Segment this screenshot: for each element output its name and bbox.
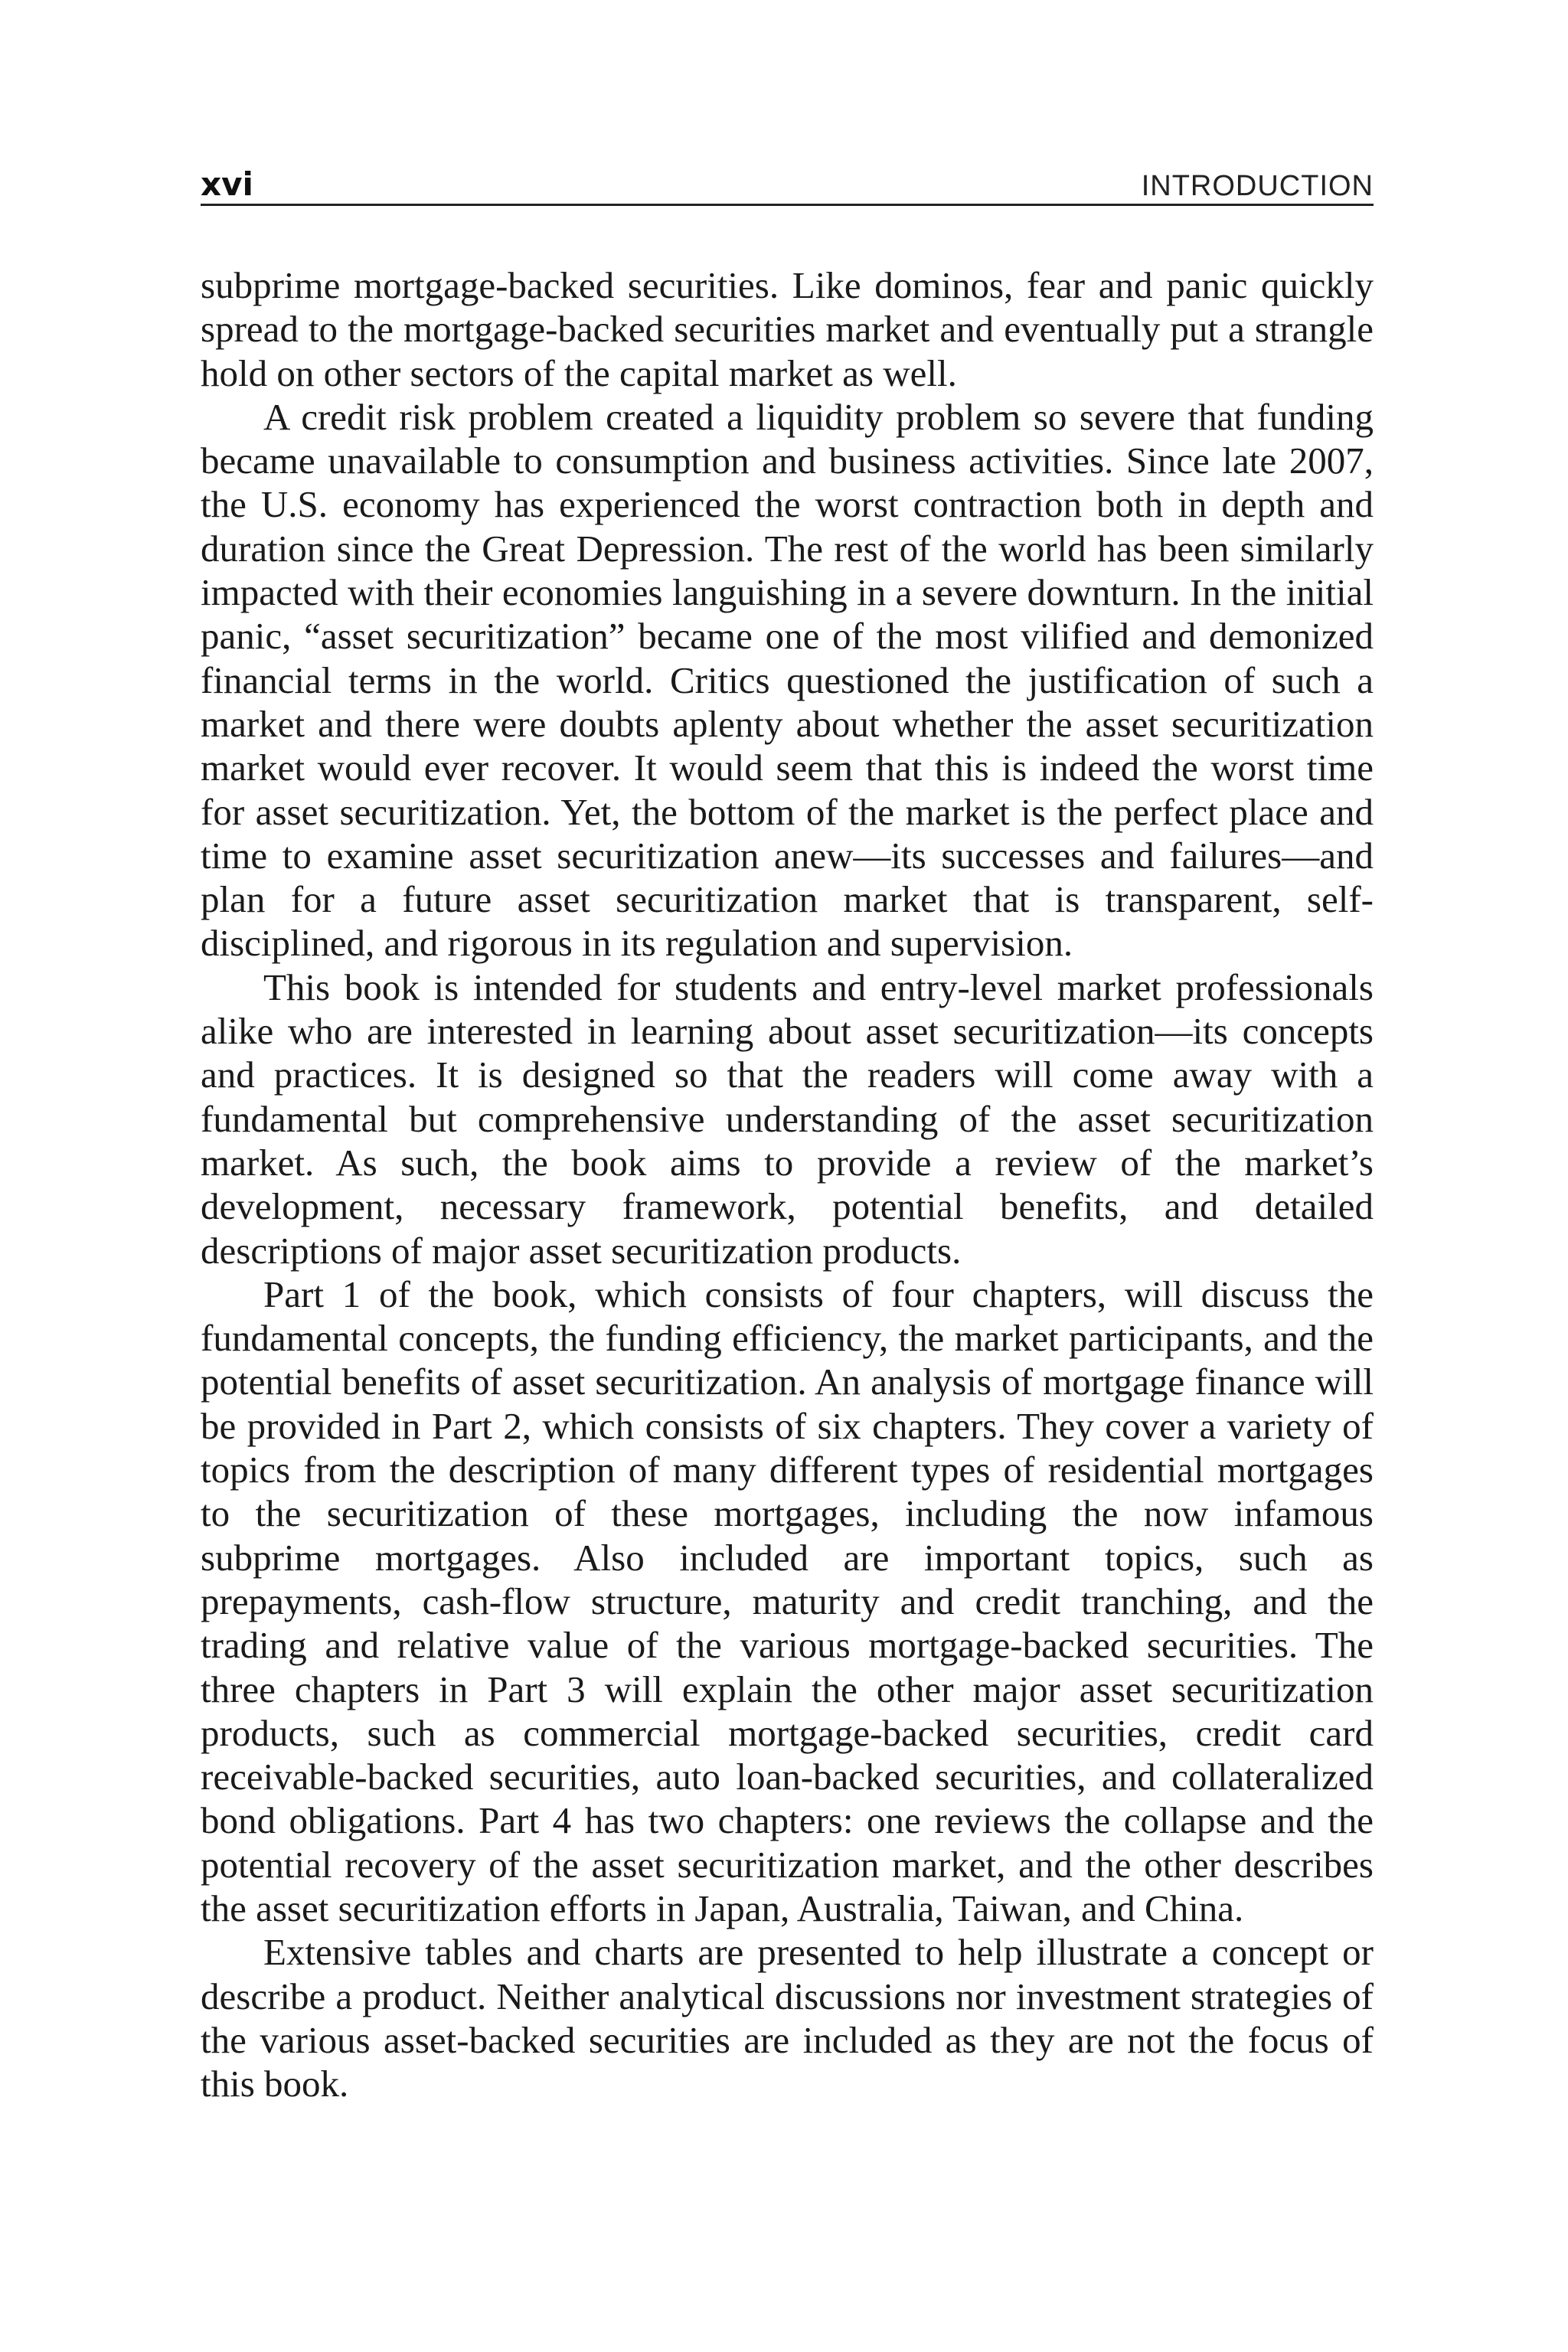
body-text [201, 263, 1374, 2105]
header-rule [201, 204, 1374, 206]
section-title: INTRODUCTION [1141, 170, 1374, 202]
paragraph-book-parts: Part 1 of the book, which consists of four chapters, will discuss the fundamental concepts, the funding efficiency, the market participants, and the potential benefits of asset securitization. An analysis of mortgage finance will be provided in Part 2, which consists of six chapters. They cover a variety of topics from the description of many different types of residential mortgages to the securitization of these mortgages, including the now infamous subprime mortgages. Also included are important topics, such as prepayments, cash-flow structure, maturity and credit tranching, and the trading and relative value of the various mortgage-backed securities. The three chapters in Part 3 will explain the other major asset securitization products, such as commercial mortgage-backed securities, credit card receivable-backed securities, auto loan-backed securities, and collateralized bond obligations. Part 4 has two chapters: one reviews the collapse and the potential recovery of the asset securitization market, and the other describes the asset securitization efforts in Japan, Australia, Taiwan, and China. [201, 1272, 1374, 1929]
running-header [201, 158, 1374, 201]
paragraph-continuation: subprime mortgage-backed securities. Like dominos, fear and panic quickly spread to the mortgage-backed securities market and eventually put a strangle hold on other sectors of the capital market as well. [201, 264, 1374, 394]
page-number: xvi [201, 165, 253, 203]
paragraph-tables-charts: Extensive tables and charts are presented to help illustrate a concept or describe a product. Neither analytical discussions nor investment strategies of the various asset-backed securities are included as they are not the focus of this book. [201, 1931, 1374, 2105]
paragraph-book-purpose: This book is intended for students and entry-level market professionals alike who are interested in learning about asset securitization—its concepts and practices. It is designed so that the readers will come away with a fundamental but comprehensive understanding of the asset securitization market. As such, the book aims to provide a review of the market’s development, necessary framework, potential benefits, and detailed descriptions of major asset securitization products. [201, 965, 1374, 1272]
paragraph-credit-risk: A credit risk problem created a liquidity problem so severe that funding became unavailable to consumption and business activities. Since late 2007, the U.S. economy has experienced the worst contraction both in depth and duration since the Great Depression. The rest of the world has been similarly impacted with their economies languishing in a severe downturn. In the initial panic, “asset securitization” became one of the most vilified and demonized financial terms in the world. Critics questioned the justification of such a market and there were doubts aplenty about whether the asset securitization market would ever recover. It would seem that this is indeed the worst time for asset securitization. Yet, the bottom of the market is the perfect place and time to examine asset securitization anew—its successes and failures—and plan for a future asset securitization market that is transparent, self-disciplined, and rigorous in its regulation and supervision. [201, 395, 1374, 965]
